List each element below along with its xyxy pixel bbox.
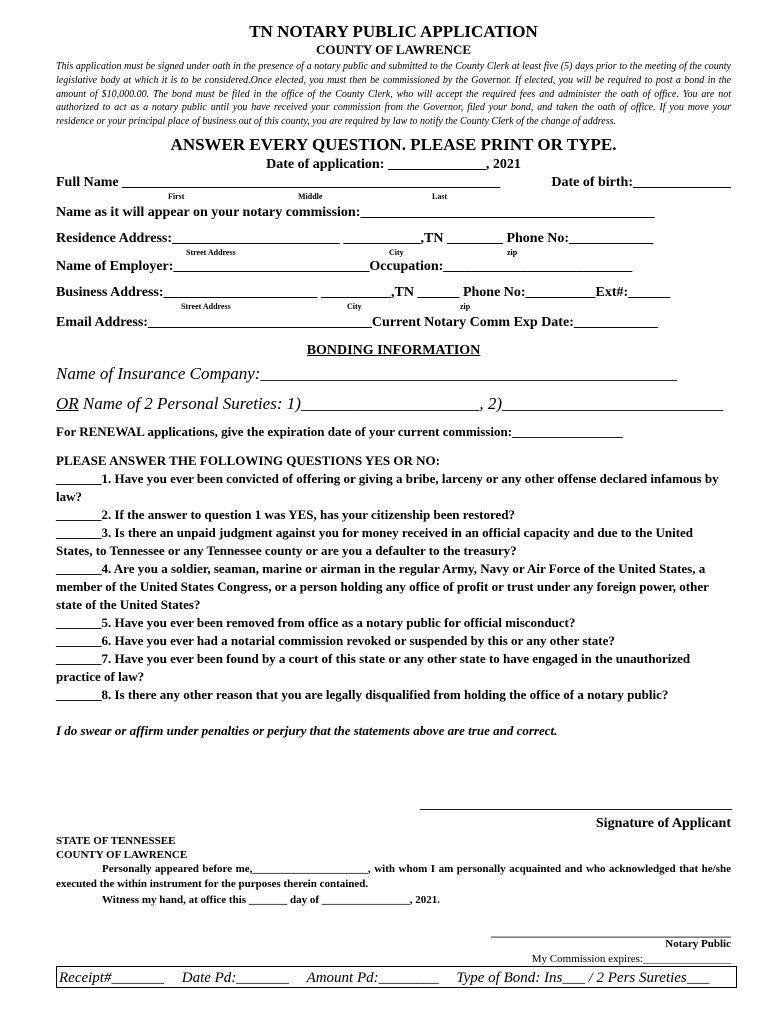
question-5[interactable]: _______5. Have you ever been removed from office as a notary public for official misconduct? <box>56 614 576 630</box>
residence-city-label: City <box>389 247 404 257</box>
question-2[interactable]: _______2. If the answer to question 1 was YES, has your citizenship been restored? <box>56 506 515 522</box>
application-form <box>56 22 731 740</box>
residence-address-field[interactable]: Residence Address:________________________ ___________,TN ________ Phone No:____________ <box>56 230 654 246</box>
notary-witness-text[interactable]: Witness my hand, at office this _______ day of ________________, 2021. <box>102 894 441 906</box>
personal-sureties-field[interactable]: Name of 2 Personal Sureties: 1)_____________________, 2)__________________________ <box>78 393 724 413</box>
question-7[interactable]: _______7. Have you ever been found by a court of this state or any other state to have engaged in the unauthorized practice of law? <box>56 650 691 684</box>
notary-county: COUNTY OF LAWRENCE <box>56 849 188 861</box>
bonding-heading: BONDING INFORMATION <box>306 342 481 358</box>
notary-appeared-text[interactable]: Personally appeared before me,_____________________, with whom I am personally acquainted and who acknowledged that he/she executed the within instrument for the purposes therein contained. <box>56 863 731 890</box>
email-exp-date-field[interactable]: Email Address:________________________________Current Notary Comm Exp Date:____________ <box>56 314 658 330</box>
business-zip-label: zip <box>460 301 471 311</box>
middle-name-label: Middle <box>298 191 323 201</box>
amount-paid-field[interactable]: Amount Pd:________ <box>306 970 439 986</box>
last-name-label: Last <box>432 191 448 201</box>
full-name-row <box>56 174 731 204</box>
notary-signature-line[interactable]: ________________________________________ <box>491 925 731 939</box>
insurance-company-field[interactable]: Name of Insurance Company:_________________________________________________ <box>56 363 677 383</box>
question-1[interactable]: _______1. Have you ever been convicted of offering or giving a bribe, larceny or any other offense declared infamous by law? <box>56 470 719 504</box>
notary-section <box>56 834 731 907</box>
residence-street-label: Street Address <box>186 247 236 257</box>
county-heading: COUNTY OF LAWRENCE <box>315 42 472 57</box>
date-of-application-field[interactable]: Date of application: ______________, 2021 <box>266 156 521 172</box>
sureties-or-label: OR <box>56 393 79 413</box>
date-paid-field[interactable]: Date Pd:_______ <box>181 970 289 986</box>
renewal-expiration-field[interactable]: For RENEWAL applications, give the expiration date of your current commission:_________________ <box>56 423 623 439</box>
commission-expires-field[interactable]: My Commission expires:________________ <box>531 953 731 965</box>
question-4[interactable]: _______4. Are you a soldier, seaman, marine or airman in the regular Army, Navy or Air Force of the United States, a member of the United States Congress, or a person holding any office of profit or trust under any foreign power, other state of the United States? <box>56 560 709 612</box>
residence-zip-label: zip <box>507 247 518 257</box>
oath-statement: I do swear or affirm under penalties or perjury that the statements above are true and correct. <box>56 722 558 738</box>
business-street-label: Street Address <box>181 301 231 311</box>
receipt-box <box>56 966 737 988</box>
business-address-field[interactable]: Business Address:______________________ __________,TN ______ Phone No:__________Ext#:______ <box>56 284 671 300</box>
first-name-label: First <box>168 191 185 201</box>
residence-row <box>56 230 731 258</box>
full-name-field[interactable]: Full Name ______________________________________________________ <box>56 174 501 190</box>
business-city-label: City <box>347 301 362 311</box>
receipt-number-field[interactable]: Receipt#_______ <box>59 970 164 986</box>
notary-public-label: Notary Public <box>665 938 731 950</box>
question-6[interactable]: _______6. Have you ever had a notarial commission revoked or suspended by this or any other state? <box>56 632 615 648</box>
date-of-birth-field[interactable]: Date of birth:______________ <box>551 174 731 190</box>
question-8[interactable]: _______8. Is there any other reason that you are legally disqualified from holding the office of a notary public? <box>56 686 669 702</box>
sureties-row <box>56 394 731 422</box>
form-title: TN NOTARY PUBLIC APPLICATION <box>249 22 538 41</box>
employer-occupation-field[interactable]: Name of Employer:____________________________Occupation:___________________________ <box>56 258 633 274</box>
instruction-heading: ANSWER EVERY QUESTION. PLEASE PRINT OR TYPE. <box>170 134 617 154</box>
bond-type-field[interactable]: Type of Bond: Ins___ / 2 Pers Sureties___ <box>456 970 710 986</box>
questions-heading: PLEASE ANSWER THE FOLLOWING QUESTIONS YES OR NO: <box>56 452 440 468</box>
question-3[interactable]: _______3. Is there an unpaid judgment against you for money received in an official capacity and due to the United States, to Tennessee or any Tennessee county or are you a defaulter to the treasury? <box>56 524 694 558</box>
applicant-signature-label: Signature of Applicant <box>595 816 731 831</box>
intro-paragraph: This application must be signed under oath in the presence of a notary public and submitted to the County Clerk at least five (5) days prior to the meeting of the county legislative body at which it is to be considered.Once elected, you must then be commissioned by the Governor. If elected, you will be required to post a bond in the amount of $10,000.00. The bond must be filed in the office of the County Clerk, who will accept the required fees and administer the oath of office. You are not authorized to act as a notary public until you have received your commission from the Governor, filed your bond, and taken the oath of office. If you move your residence or your principal place of business out of this county, you are required by law to notify the County Clerk of the change of address. <box>56 61 731 128</box>
commission-name-field[interactable]: Name as it will appear on your notary commission:__________________________________________ <box>56 204 655 220</box>
notary-state: STATE OF TENNESSEE <box>56 835 176 847</box>
applicant-signature-line[interactable]: ________________________________________________ <box>420 796 732 811</box>
business-row <box>56 284 731 314</box>
